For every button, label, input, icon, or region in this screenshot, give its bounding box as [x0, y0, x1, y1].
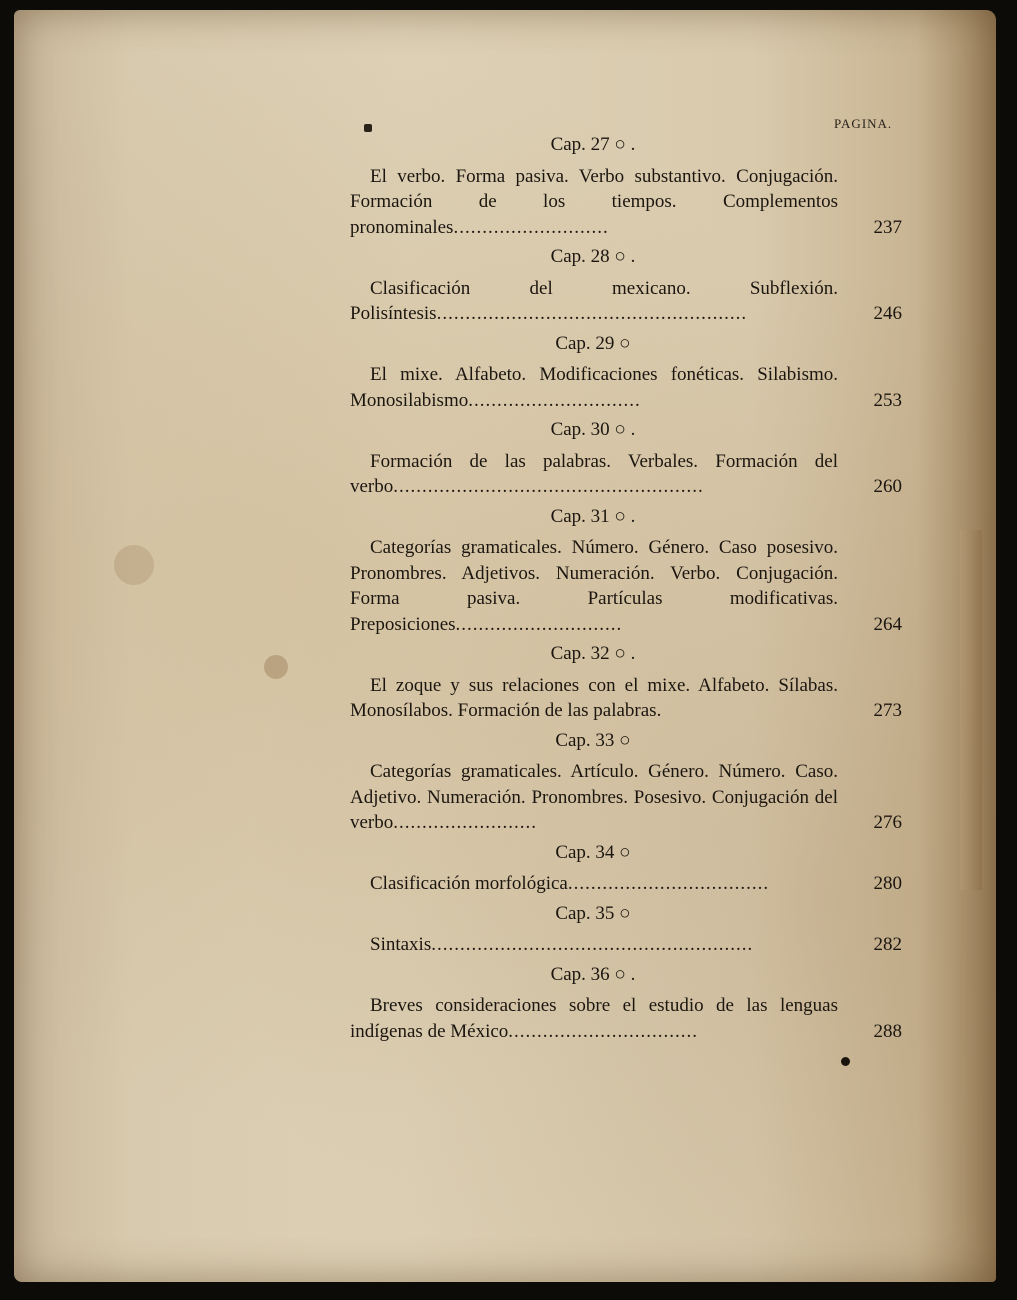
- chapter-heading: Cap. 33 ○: [555, 729, 631, 751]
- entry-text: El zoque y sus relaciones con el mixe. Alfabeto. Sílabas. Monosílabos. Formación de las palabras.: [350, 674, 838, 721]
- page-number: 276: [873, 812, 902, 833]
- dot-leader: ...................................: [567, 873, 770, 894]
- book-page: [14, 10, 996, 1282]
- toc-entry: [350, 759, 902, 836]
- dot-leader: ........................................................: [431, 934, 754, 955]
- chapter-heading: Cap. 27 ○ .: [550, 134, 636, 155]
- dot-leader: .............................: [455, 613, 623, 635]
- toc-entry: [350, 362, 902, 413]
- entry-text: Breves consideraciones sobre el estudio de las lenguas indígenas de México: [350, 995, 838, 1042]
- toc-entry: [350, 673, 902, 724]
- dot-leader: .................................: [508, 1020, 699, 1042]
- dot-leader: ......................................................: [436, 303, 748, 324]
- chapter-heading: Cap. 29 ○: [555, 332, 631, 354]
- toc-entry: [350, 871, 902, 897]
- chapter-heading: Cap. 32 ○ .: [550, 643, 636, 664]
- toc-entry: [350, 993, 902, 1044]
- ink-dot: [841, 1057, 850, 1066]
- entry-text: Categorías gramaticales. Artículo. Género. Número. Caso. Adjetivo. Numeración. Pronombres. Posesivo. Conjugación del verbo: [350, 761, 838, 833]
- chapter-heading: Cap. 30 ○ .: [550, 419, 636, 440]
- chapter-heading: Cap. 28 ○ .: [550, 246, 636, 267]
- entry-text: Sintaxis: [370, 934, 432, 955]
- chapter-heading: Cap. 36 ○ .: [550, 963, 636, 985]
- toc-entry: [350, 276, 902, 327]
- toc-entry: [350, 932, 902, 958]
- toc-entry: [350, 164, 902, 241]
- entry-text: Clasificación morfológica: [370, 873, 568, 894]
- page-number: 237: [873, 216, 902, 238]
- page-number: 253: [873, 389, 902, 411]
- page-number: 280: [873, 873, 902, 894]
- entry-text: Formación de las palabras. Verbales. Formación del verbo: [350, 450, 838, 497]
- dot-leader: .........................: [393, 812, 538, 833]
- entry-text: Clasificación del mexicano. Subflexión. Polisíntesis: [350, 277, 838, 324]
- table-of-contents: [350, 128, 902, 1046]
- page-number: 282: [873, 934, 902, 955]
- chapter-heading: Cap. 34 ○: [555, 841, 631, 863]
- binding-edge: [960, 530, 982, 890]
- chapter-heading: Cap. 35 ○: [555, 902, 631, 924]
- entry-text: El mixe. Alfabeto. Modificaciones fonéticas. Silabismo. Monosilabismo: [350, 364, 838, 411]
- dot-leader: ...........................: [453, 216, 609, 238]
- page-number: 264: [873, 613, 902, 635]
- chapter-heading: Cap. 31 ○ .: [550, 505, 636, 527]
- stain-mark: [264, 655, 288, 679]
- dot-leader: ..............................: [468, 389, 641, 411]
- page-number: 288: [873, 1020, 902, 1042]
- page-number: 246: [873, 303, 902, 324]
- entry-text: El verbo. Forma pasiva. Verbo substantivo. Conjugación. Formación de los tiempos. Complementos pronominales: [350, 165, 838, 238]
- page-header: PAGINA.: [834, 116, 893, 131]
- dot-leader: ......................................................: [393, 476, 704, 497]
- toc-entry: [350, 449, 902, 500]
- toc-entry: [350, 535, 902, 637]
- stain-mark: [114, 545, 154, 585]
- page-number: 260: [873, 476, 902, 497]
- page-number: 273: [873, 700, 902, 721]
- entry-text: Categorías gramaticales. Número. Género. Caso posesivo. Pronombres. Adjetivos. Numeración. Verbo. Conjugación. Forma pasiva. Partículas modificativas. Preposiciones: [350, 537, 838, 635]
